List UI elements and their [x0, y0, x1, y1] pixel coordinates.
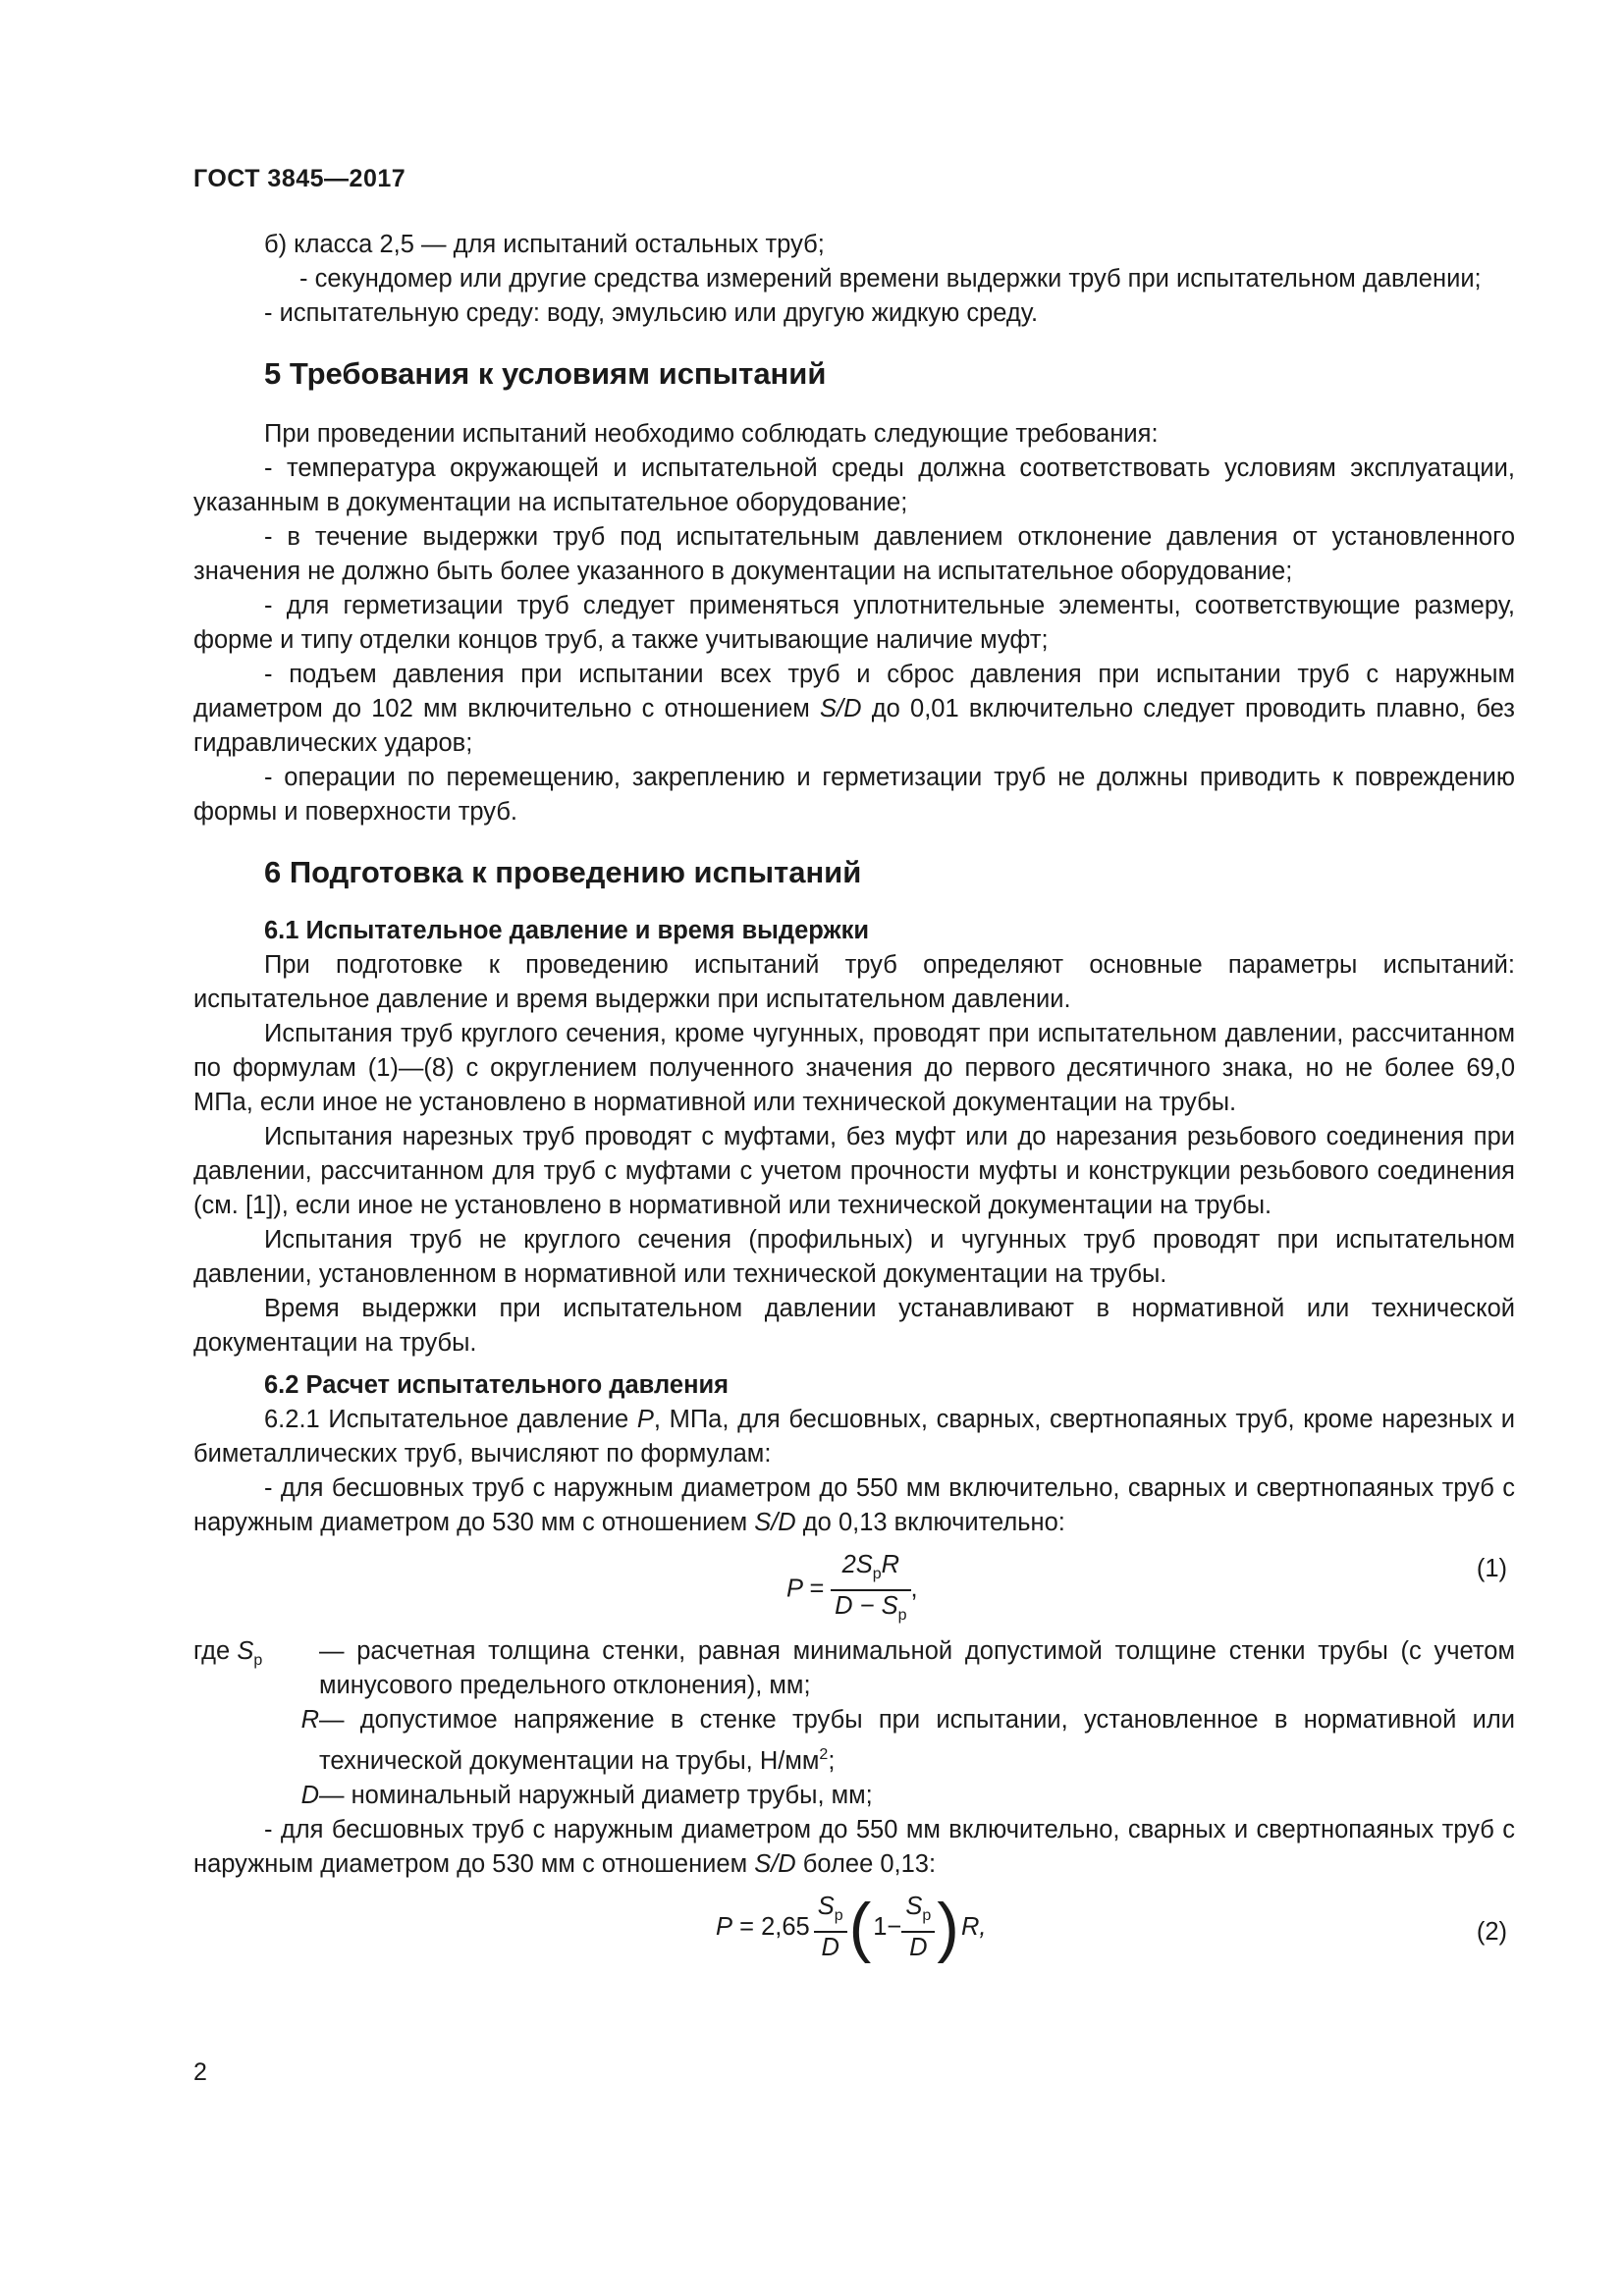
intro-class-line: б) класса 2,5 — для испытаний остальных труб;	[264, 231, 825, 258]
section-5-title: 5 Требования к условиям испытаний	[264, 356, 827, 391]
section-6-title: 6 Подготовка к проведению испытаний	[264, 855, 862, 889]
definition-r: R — допустимое напряжение в стенке трубы при испытании, установленное в нормативной или технической документации на трубы, $Н/мм^2$;	[300, 1706, 1515, 1775]
document-body	[193, 228, 1515, 1980]
formula-1-expression: P = $\frac{2S_рR}{D - S_р}$ ,	[786, 1550, 918, 1630]
document-header: ГОСТ 3845—2017	[193, 165, 406, 192]
formula-1-fraction: $\frac{2S_рR}{D - S_р}$	[831, 1550, 910, 1630]
case-1-condition: - для бесшовных труб с наружным диаметром до 550 мм включительно, сварных и свертнопаяных труб с наружным диаметром до 530 мм с отношением S/D до 0,13 включительно:	[193, 1474, 1515, 1536]
definition-d: D — номинальный наружный диаметр трубы, мм;	[300, 1782, 873, 1809]
paragraph-6-2-1: 6.2.1 Испытательное давление P, МПа, для бесшовных, сварных, свертнопаяных труб, кроме нарезных и биметаллических труб, вычисляют по формулам:	[193, 1406, 1515, 1468]
page-number: 2	[193, 2058, 207, 2086]
section-6-1-paragraph: При подготовке к проведению испытаний труб определяют основные параметры испытаний: испытательное давление и время выдержки при испытательном давлении.	[193, 951, 1515, 1013]
section-5-item: - операции по перемещению, закреплению и герметизации труб не должны приводить к повреждению формы и поверхности труб.	[193, 764, 1515, 826]
section-5-item: - температура окружающей и испытательной среды должна соответствовать условиям эксплуатации, указанным в документации на испытательное оборудование;	[193, 454, 1515, 516]
intro-timer-item: - секундомер или другие средства измерений времени выдержки труб при испытательном давлении;	[299, 265, 1482, 293]
formula-1-number: (1)	[1476, 1555, 1507, 1582]
intro-medium-item: - испытательную среду: воду, эмульсию или другую жидкую среду.	[264, 299, 1039, 327]
section-6-1-paragraph: Испытания труб не круглого сечения (профильных) и чугунных труб проводят при испытательном давлении, установленном в нормативной или технической документации на трубы.	[193, 1226, 1515, 1288]
formula-2	[193, 1882, 1515, 1980]
formula-2-expression: P = 2,65 $\frac{S_р}{D}$ ( 1− $\frac{S_р}{D}$ ) R,	[716, 1890, 987, 1964]
formula-2-fraction: $\frac{S_р}{D}$	[814, 1892, 847, 1962]
variable-definitions	[193, 1634, 1515, 1813]
case-2-condition: - для бесшовных труб с наружным диаметром до 550 мм включительно, сварных и свертнопаяных труб с наружным диаметром до 530 мм с отношением S/D более 0,13:	[193, 1816, 1515, 1878]
subsection-6-2-title: 6.2 Расчет испытательного давления	[264, 1371, 730, 1399]
formula-1	[193, 1540, 1515, 1634]
section-6-1-paragraph: Испытания нарезных труб проводят с муфтами, без муфт или до нарезания резьбового соединения при давлении, рассчитанном для труб с муфтами с учетом прочности муфты и конструкции резьбового соединения (см. [1]), если иное не установлено в нормативной или технической документации на трубы.	[193, 1123, 1515, 1219]
formula-2-inner-fraction: $\frac{S_р}{D}$	[901, 1892, 935, 1962]
formula-2-number: (2)	[1476, 1918, 1507, 1946]
definition-sp: где $S_р$ — расчетная толщина стенки, равная минимальной допустимой толщине стенки трубы (с учетом минусового предельного отклонения), мм;	[193, 1637, 1515, 1699]
section-5-item: - в течение выдержки труб под испытательным давлением отклонение давления от установленного значения не должно быть более указанного в документации на испытательное оборудование;	[193, 523, 1515, 585]
subsection-6-1-title: 6.1 Испытательное давление и время выдержки	[264, 917, 870, 944]
section-6-1-paragraph: Испытания труб круглого сечения, кроме чугунных, проводят при испытательном давлении, рассчитанном по формулам (1)—(8) с округлением полученного значения до первого десятичного знака, но не более 69,0 МПа, если иное не установлено в нормативной или технической документации на трубы.	[193, 1020, 1515, 1116]
section-5-item: - для герметизации труб следует применяться уплотнительные элементы, соответствующие размеру, форме и типу отделки концов труб, а также учитывающие наличие муфт;	[193, 592, 1515, 654]
section-5-item: - подъем давления при испытании всех труб и сброс давления при испытании труб с наружным диаметром до 102 мм включительно с отношением S/D до 0,01 включительно следует проводить плавно, без гидравлических ударов;	[193, 661, 1515, 757]
section-6-1-paragraph: Время выдержки при испытательном давлении устанавливают в нормативной или технической документации на трубы.	[193, 1295, 1515, 1357]
section-5-lead: При проведении испытаний необходимо соблюдать следующие требования:	[264, 420, 1159, 448]
